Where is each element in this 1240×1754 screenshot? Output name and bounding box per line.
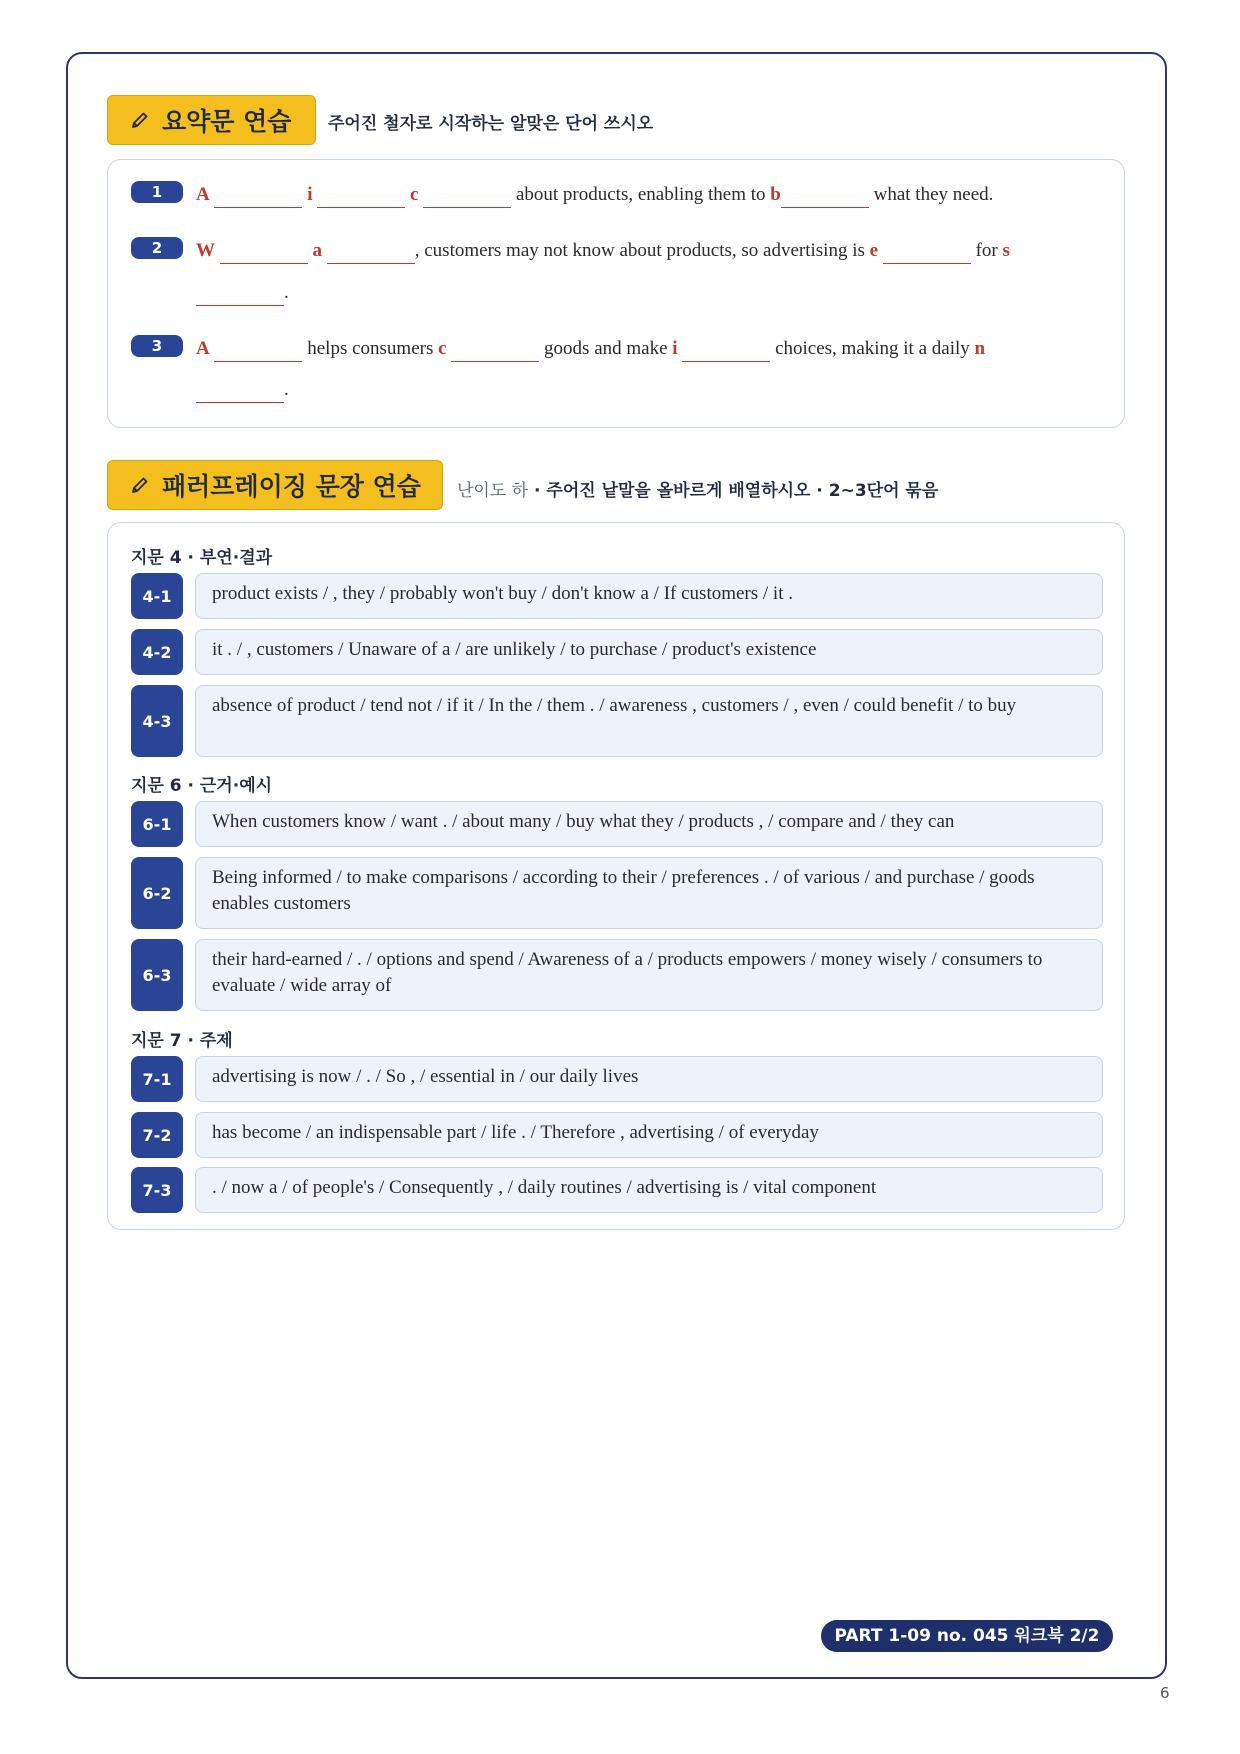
word-chunks-box: has become / an indispensable part / life . / Therefore , advertising / of everyday xyxy=(195,1112,1103,1158)
answer-blank[interactable] xyxy=(220,243,308,264)
passage-label: 지문 4 · 부연·결과 xyxy=(131,548,273,568)
summary-item-number: 3 xyxy=(131,335,183,357)
lead-letter: c xyxy=(410,184,419,205)
page-number: 6 xyxy=(1160,1684,1170,1702)
summary-section-title: 요약문 연습 xyxy=(162,107,292,136)
passage-label: 지문 7 · 주제 xyxy=(131,1031,233,1051)
lead-letter: n xyxy=(974,338,986,359)
summary-item-3 xyxy=(196,337,985,362)
summary-item-1 xyxy=(196,183,993,208)
lead-letter: e xyxy=(869,240,879,261)
lead-letter: b xyxy=(770,184,781,205)
lead-letter: a xyxy=(312,240,322,261)
answer-blank[interactable] xyxy=(423,187,511,208)
lead-letter: A xyxy=(196,338,210,359)
item-number: 4-1 xyxy=(131,573,183,619)
answer-blank[interactable] xyxy=(883,243,971,264)
sentence-text: for xyxy=(975,240,998,261)
word-chunks-box: product exists / , they / probably won't buy / don't know a / If customers / it . xyxy=(195,573,1103,619)
sentence-text: goods and make xyxy=(544,338,668,359)
word-chunks-box: advertising is now / . / So , / essential in / our daily lives xyxy=(195,1056,1103,1102)
answer-blank[interactable] xyxy=(317,187,405,208)
lead-letter: A xyxy=(196,184,210,205)
item-number: 6-3 xyxy=(131,939,183,1011)
item-number: 7-1 xyxy=(131,1056,183,1102)
sentence-text: about products, enabling them to xyxy=(515,184,766,205)
workbook-footer-label: PART 1-09 no. 045 워크북 2/2 xyxy=(821,1620,1113,1652)
word-chunks-box: Being informed / to make comparisons / according to their / preferences . / of various / and purchase / goods enables customers xyxy=(195,857,1103,929)
lead-letter: i xyxy=(672,338,678,359)
item-number: 6-2 xyxy=(131,857,183,929)
answer-blank[interactable] xyxy=(451,341,539,362)
answer-blank[interactable] xyxy=(781,187,869,208)
instruction-text: · 주어진 낱말을 올바르게 배열하시오 · 2~3단어 묶음 xyxy=(534,481,939,501)
sentence-end: . xyxy=(284,379,289,400)
paraphrase-section-title: 패러프레이징 문장 연습 xyxy=(162,472,421,501)
summary-section-tag xyxy=(107,95,316,145)
summary-item-number: 1 xyxy=(131,181,183,203)
answer-blank[interactable] xyxy=(214,341,302,362)
sentence-text: what they need. xyxy=(873,184,994,205)
lead-letter: s xyxy=(1002,240,1010,261)
paraphrase-instruction xyxy=(457,476,938,501)
item-number: 4-2 xyxy=(131,629,183,675)
answer-blank[interactable] xyxy=(196,285,284,306)
paraphrase-section-tag xyxy=(107,460,443,510)
summary-item-2 xyxy=(196,239,1010,264)
summary-item-2-cont xyxy=(196,281,289,306)
difficulty-label: 난이도 하 xyxy=(457,481,529,501)
summary-item-3-cont xyxy=(196,378,289,403)
word-chunks-box: their hard-earned / . / options and spend / Awareness of a / products empowers / money wisely / consumers to evaluate / wide array of xyxy=(195,939,1103,1011)
answer-blank[interactable] xyxy=(214,187,302,208)
summary-instruction: 주어진 철자로 시작하는 알맞은 단어 쓰시오 xyxy=(328,114,654,134)
word-chunks-box: . / now a / of people's / Consequently , / daily routines / advertising is / vital component xyxy=(195,1167,1103,1213)
pencil-icon xyxy=(130,475,150,495)
item-number: 6-1 xyxy=(131,801,183,847)
item-number: 7-2 xyxy=(131,1112,183,1158)
sentence-end: . xyxy=(284,282,289,303)
lead-letter: c xyxy=(438,338,447,359)
pencil-icon xyxy=(130,110,150,130)
answer-blank[interactable] xyxy=(682,341,770,362)
lead-letter: i xyxy=(307,184,313,205)
passage-label: 지문 6 · 근거·예시 xyxy=(131,776,273,796)
word-chunks-box: When customers know / want . / about many / buy what they / products , / compare and / they can xyxy=(195,801,1103,847)
answer-blank[interactable] xyxy=(327,243,415,264)
word-chunks-box: absence of product / tend not / if it / In the / them . / awareness , customers / , even / could benefit / to buy xyxy=(195,685,1103,757)
answer-blank[interactable] xyxy=(196,382,284,403)
sentence-text: choices, making it a daily xyxy=(775,338,970,359)
sentence-text: helps consumers xyxy=(307,338,434,359)
item-number: 4-3 xyxy=(131,685,183,757)
sentence-text: , customers may not know about products, so advertising is xyxy=(414,240,865,261)
summary-item-number: 2 xyxy=(131,237,183,259)
word-chunks-box: it . / , customers / Unaware of a / are unlikely / to purchase / product's existence xyxy=(195,629,1103,675)
lead-letter: W xyxy=(196,240,215,261)
item-number: 7-3 xyxy=(131,1167,183,1213)
